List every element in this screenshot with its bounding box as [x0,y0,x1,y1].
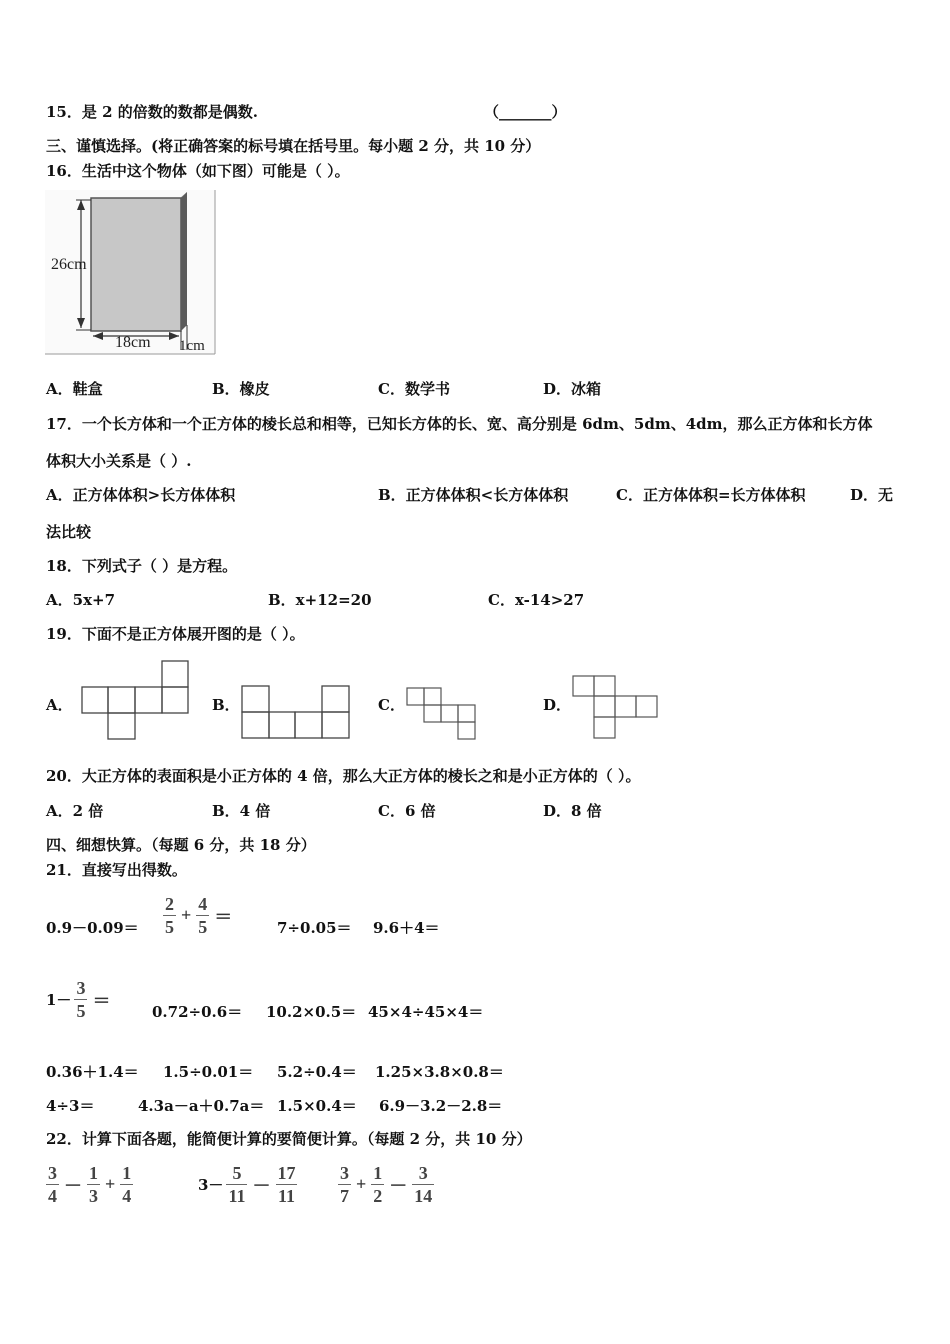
q19-net-b[interactable] [240,684,352,742]
fraction: $\frac{5}{11}$ [228,1163,246,1206]
q21-r4-b: 4.3a－a＋0.7a＝ [138,1097,265,1115]
fraction: $\frac{2}{5}$ [165,894,174,937]
fraction: $\frac{3}{7}$ [340,1163,349,1206]
q21-r2-a: 1－ $\frac{3}{5}$ ＝ [46,978,111,1021]
q20-text: 20．大正方体的表面积是小正方体的 4 倍，那么大正方体的棱长之和是小正方体的（ ）。 [46,767,641,785]
q16-depth-label: 1cm [179,338,205,354]
q15-text: 15．是 2 的倍数的数都是偶数. [46,103,258,121]
q19-label-d[interactable]: D． [543,696,572,714]
section4-title: 四、细想快算。（每题 6 分，共 18 分） [46,836,316,854]
book-spine-face [181,192,187,331]
q21-r4-d: 6.9－3.2－2.8＝ [379,1097,503,1115]
q21-r3-b: 1.5÷0.01＝ [163,1063,254,1081]
q15-answer-blank[interactable]: （_______） [484,103,567,121]
q21-r3-c: 5.2÷0.4＝ [277,1063,357,1081]
q16-height-label: 26cm [51,256,87,273]
q17-option-c[interactable]: C．正方体体积=长方体体积 [616,486,806,504]
fraction: $\frac{3}{14}$ [414,1163,433,1206]
q22-expr-1: $\frac{3}{4}$ － $\frac{1}{3}$ + $\frac{1}{4}$ [48,1163,132,1206]
book-front-face [91,198,181,331]
q17-option-b[interactable]: B．正方体体积<长方体体积 [378,486,569,504]
q19-label-c[interactable]: C． [378,696,405,714]
q16-option-d[interactable]: D．冰箱 [543,380,602,398]
q21-r3-a: 0.36＋1.4＝ [46,1063,139,1081]
q21-r4-a: 4÷3＝ [46,1097,95,1115]
fraction: $\frac{1}{4}$ [122,1163,132,1206]
fraction: $\frac{1}{2}$ [373,1163,383,1206]
q20-option-c[interactable]: C．6 倍 [378,802,436,820]
q20-option-d[interactable]: D．8 倍 [543,802,602,820]
q19-net-c[interactable] [405,686,479,744]
q16-book-figure [45,190,220,356]
q21-r2-b: 0.72÷0.6＝ [152,1003,243,1021]
section3-title: 三、谨慎选择。(将正确答案的标号填在括号里。每小题 2 分，共 10 分） [46,137,541,155]
q20-option-b[interactable]: B．4 倍 [212,802,271,820]
fraction: $\frac{1}{3}$ [89,1163,98,1206]
q21-r3-d: 1.25×3.8×0.8＝ [375,1063,504,1081]
q16-width-label: 18cm [115,334,151,351]
q21-r1-b: $\frac{2}{5}$ + $\frac{4}{5}$ ＝ [165,894,233,937]
q19-label-a[interactable]: A． [46,696,73,714]
q16-option-a[interactable]: A．鞋盒 [46,380,103,398]
q16-text: 16．生活中这个物体（如下图）可能是（ ）。 [46,162,350,180]
q16-option-c[interactable]: C．数学书 [378,380,450,398]
q17-option-d[interactable]: D．无 [850,486,894,504]
q22-expr-3: $\frac{3}{7}$ + $\frac{1}{2}$ － $\frac{3}{14}$ [340,1163,433,1206]
q18-option-b[interactable]: B．x+12=20 [268,591,372,609]
fraction: $\frac{3}{4}$ [48,1163,57,1206]
fraction: $\frac{17}{11}$ [277,1163,296,1206]
q17-text-line1: 17．一个长方体和一个正方体的棱长总和相等，已知长方体的长、宽、高分别是 6dm、5dm、4dm，那么正方体和长方体 [46,415,873,433]
q21-r1-a: 0.9－0.09＝ [46,919,139,937]
q19-text: 19．下面不是正方体展开图的是（ ）。 [46,625,305,643]
q19-net-a[interactable] [80,659,190,743]
q21-r4-c: 1.5×0.4＝ [277,1097,357,1115]
q18-text: 18．下列式子（ ）是方程。 [46,557,238,575]
q16-option-b[interactable]: B．橡皮 [212,380,270,398]
q18-option-a[interactable]: A．5x+7 [46,591,116,609]
q17-text-line2: 体积大小关系是（ ）. [46,452,192,470]
q20-option-a[interactable]: A．2 倍 [46,802,104,820]
q17-option-a[interactable]: A．正方体体积>长方体体积 [46,486,236,504]
q18-option-c[interactable]: C．x-14>27 [488,591,585,609]
q22-text: 22．计算下面各题，能简便计算的要简便计算。（每题 2 分，共 10 分） [46,1130,532,1148]
q17-option-d-wrap: 法比较 [46,523,92,541]
q22-expr-2: 3－ $\frac{5}{11}$ － $\frac{17}{11}$ [198,1163,296,1206]
q19-net-d[interactable] [571,674,663,744]
q21-r1-d: 9.6＋4＝ [373,919,440,937]
fraction: $\frac{4}{5}$ [198,894,208,937]
q19-label-b[interactable]: B． [212,696,240,714]
q21-text: 21．直接写出得数。 [46,861,187,879]
fraction: $\frac{3}{5}$ [76,978,86,1021]
q21-r2-d: 45×4÷45×4＝ [368,1003,484,1021]
q21-r2-c: 10.2×0.5＝ [266,1003,357,1021]
q21-r1-c: 7÷0.05＝ [277,919,352,937]
